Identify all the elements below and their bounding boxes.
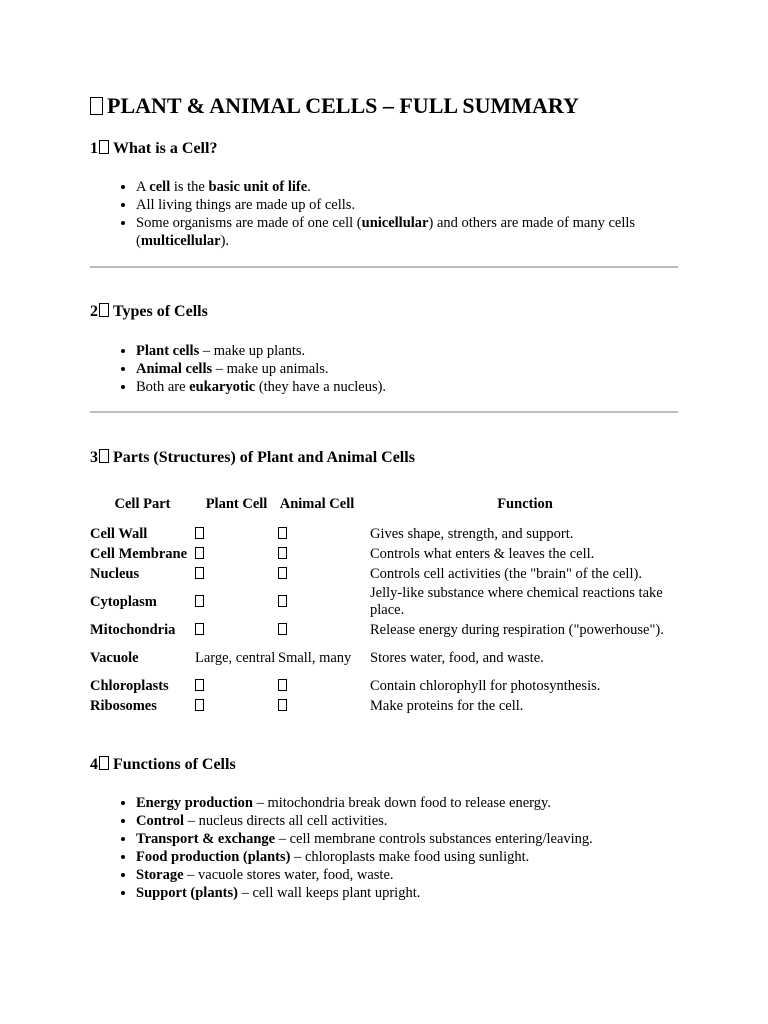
missing-glyph-icon: [278, 567, 287, 579]
plant-cell-value: [195, 676, 278, 696]
missing-glyph-icon: [195, 699, 204, 711]
list-item: • Control – nucleus directs all cell activities.: [136, 812, 696, 830]
missing-glyph-icon: [99, 140, 109, 154]
missing-glyph-icon: [195, 527, 204, 539]
list-item: • Plant cells – make up plants.: [136, 342, 696, 360]
horizontal-divider: [90, 266, 678, 268]
missing-glyph-icon: [99, 449, 109, 463]
function-description: Jelly-like substance where chemical reactions take place.: [370, 585, 663, 618]
animal-cell-value: [278, 544, 370, 564]
table-header-row: [90, 484, 680, 524]
horizontal-divider: [90, 411, 678, 413]
function-description: Stores water, food, and waste.: [370, 649, 544, 666]
list-item: • Both are eukaryotic (they have a nucleus).: [136, 378, 696, 396]
missing-glyph-icon: [278, 699, 287, 711]
list-item: • Storage – vacuole stores water, food, waste.: [136, 866, 696, 884]
section-1-heading: 1 What is a Cell?: [90, 140, 218, 157]
cell-part-name: Cell Wall: [90, 525, 148, 542]
header-cell-part: Cell Part: [114, 496, 171, 512]
list-item: • Energy production – mitochondria break down food to release energy.: [136, 794, 696, 812]
cell-parts-table: [90, 484, 680, 716]
missing-glyph-icon: [99, 756, 109, 770]
header-function: Function: [497, 496, 553, 512]
function-description: Controls what enters & leaves the cell.: [370, 545, 595, 562]
table-row: [90, 564, 680, 584]
missing-glyph-icon: [278, 595, 287, 607]
cell-part-name: Vacuole: [90, 649, 139, 666]
animal-cell-value: [278, 584, 370, 620]
plant-cell-value: [195, 544, 278, 564]
cell-part-name: Ribosomes: [90, 697, 157, 714]
missing-glyph-icon: [99, 303, 109, 317]
section-3-heading: 3 Parts (Structures) of Plant and Animal Cells: [90, 449, 415, 466]
table-row: [90, 696, 680, 716]
plant-cell-value: [195, 564, 278, 584]
missing-glyph-icon: [195, 567, 204, 579]
function-description: Controls cell activities (the "brain" of the cell).: [370, 565, 642, 582]
cell-part-name: Nucleus: [90, 565, 140, 582]
table-row: [90, 544, 680, 564]
section-2-list: [112, 342, 696, 396]
section-4-list: [112, 794, 696, 902]
list-item: • All living things are made up of cells.: [136, 196, 696, 214]
list-item: • A cell is the basic unit of life.: [136, 178, 696, 196]
table-row: [90, 584, 680, 620]
missing-glyph-icon: [195, 547, 204, 559]
section-2-heading: 2 Types of Cells: [90, 303, 208, 320]
function-description: Make proteins for the cell.: [370, 697, 524, 714]
missing-glyph-icon: [90, 97, 103, 115]
table-row: [90, 640, 680, 676]
section-4-heading: 4 Functions of Cells: [90, 756, 236, 773]
table-row: [90, 676, 680, 696]
table-row: [90, 620, 680, 640]
header-plant-cell: Plant Cell: [205, 496, 268, 512]
plant-cell-value: [195, 524, 278, 544]
cell-part-name: Chloroplasts: [90, 677, 169, 694]
animal-cell-value: [278, 676, 370, 696]
missing-glyph-icon: [278, 679, 287, 691]
table-row: [90, 524, 680, 544]
missing-glyph-icon: [278, 623, 287, 635]
animal-cell-value: [278, 696, 370, 716]
cell-part-name: Cytoplasm: [90, 593, 157, 610]
page-title: PLANT & ANIMAL CELLS – FULL SUMMARY: [90, 93, 579, 119]
animal-cell-value: Small, many: [278, 649, 352, 666]
section-1-list: [112, 178, 696, 250]
missing-glyph-icon: [195, 595, 204, 607]
list-item: • Some organisms are made of one cell (unicellular) and others are made of many cells (multicellular).: [136, 214, 696, 250]
animal-cell-value: [278, 620, 370, 640]
list-item: • Animal cells – make up animals.: [136, 360, 696, 378]
missing-glyph-icon: [195, 623, 204, 635]
plant-cell-value: Large, central: [195, 649, 276, 666]
plant-cell-value: [195, 584, 278, 620]
list-item: • Support (plants) – cell wall keeps plant upright.: [136, 884, 696, 902]
function-description: Contain chlorophyll for photosynthesis.: [370, 677, 601, 694]
list-item: • Food production (plants) – chloroplasts make food using sunlight.: [136, 848, 696, 866]
missing-glyph-icon: [278, 527, 287, 539]
plant-cell-value: [195, 696, 278, 716]
cell-part-name: Mitochondria: [90, 621, 176, 638]
header-animal-cell: Animal Cell: [279, 496, 355, 512]
missing-glyph-icon: [278, 547, 287, 559]
cell-part-name: Cell Membrane: [90, 545, 188, 562]
missing-glyph-icon: [195, 679, 204, 691]
animal-cell-value: [278, 564, 370, 584]
function-description: Gives shape, strength, and support.: [370, 525, 574, 542]
function-description: Release energy during respiration ("powerhouse").: [370, 621, 664, 638]
plant-cell-value: [195, 620, 278, 640]
list-item: • Transport & exchange – cell membrane controls substances entering/leaving.: [136, 830, 696, 848]
animal-cell-value: [278, 524, 370, 544]
